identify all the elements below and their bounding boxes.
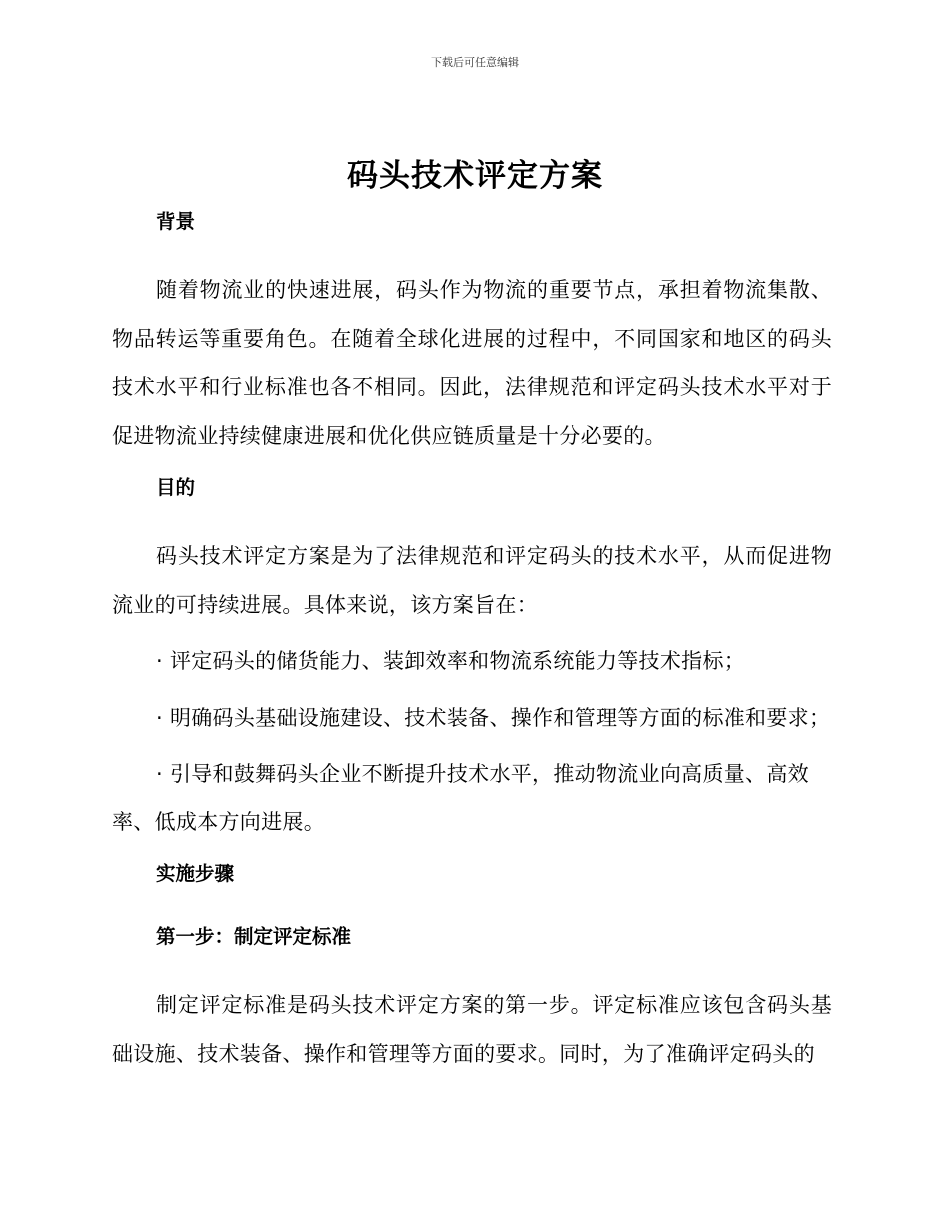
purpose-bullet: · 明确码头基础设施建设、技术装备、操作和管理等方面的标准和要求；	[156, 705, 831, 730]
purpose-paragraph: 码头技术评定方案是为了法律规范和评定码头的技术水平，从而促进物流业的可持续进展。具体来说，该方案旨在：	[112, 544, 832, 617]
step1-heading: 第一步：制定评定标准	[156, 925, 352, 948]
section-heading-purpose: 目的	[156, 476, 196, 499]
section-heading-background: 背景	[156, 210, 196, 233]
step1-paragraph: 制定评定标准是码头技术评定方案的第一步。评定标准应该包含码头基础设施、技术装备、操作和管理等方面的要求。同时，为了准确评定码头的	[112, 993, 832, 1066]
document-body	[112, 203, 832, 1087]
background-paragraph: 随着物流业的快速进展，码头作为物流的重要节点，承担着物流集散、物品转运等重要角色。在随着全球化进展的过程中，不同国家和地区的码头技术水平和行业标准也各不相同。因此，法律规范和评定码头技术水平对于促进物流业持续健康进展和优化供应链质量是十分必要的。	[112, 278, 832, 448]
header-note: 下载后可任意编辑	[431, 56, 519, 69]
section-heading-steps: 实施步骤	[156, 862, 235, 885]
page-title: 码头技术评定方案	[347, 158, 603, 194]
purpose-bullet: · 引导和鼓舞码头企业不断提升技术水平，推动物流业向高质量、高效率、低成本方向进展。	[112, 762, 809, 834]
purpose-bullet: · 评定码头的储货能力、装卸效率和物流系统能力等技术指标；	[156, 649, 746, 673]
